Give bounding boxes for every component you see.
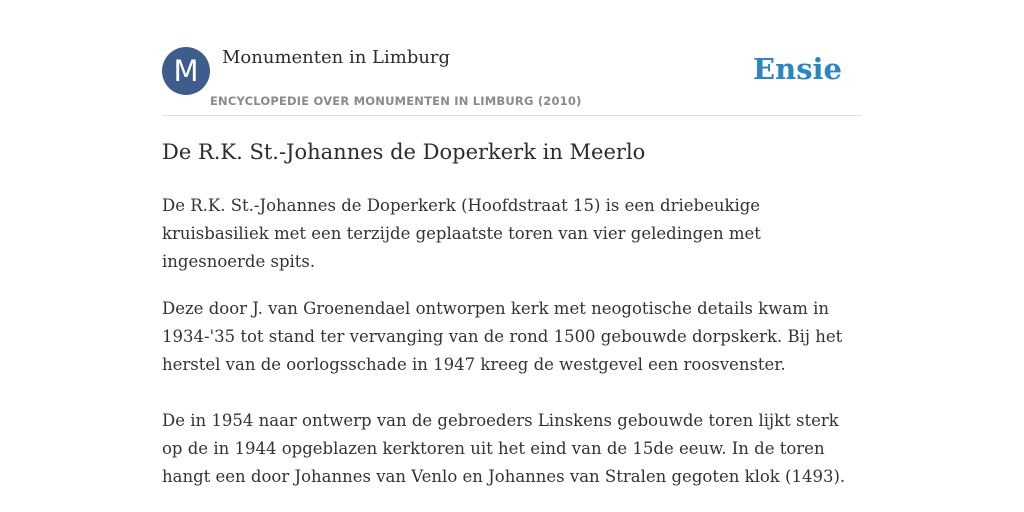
article-paragraph: Deze door J. van Groenendael ontworpen kerk met neogotische details kwam in 1934-'35 tot stand ter vervanging van de rond 1500 gebouwde dorpskerk. Bij het herstel van de oorlogsschade in 1947 kreeg de westgevel een roosvenster. [162, 299, 843, 374]
article-paragraph: De R.K. St.-Johannes de Doperkerk (Hoofdstraat 15) is een driebeukige kruisbasiliek met een terzijde geplaatste toren van vier geledingen met ingesnoerde spits. [162, 196, 761, 271]
ensie-logo-link[interactable]: Ensie [753, 52, 842, 86]
article-paragraph: De in 1954 naar ontwerp van de gebroeders Linskens gebouwde toren lijkt sterk op de in 1944 opgeblazen kerktoren uit het eind van de 15de eeuw. In de toren hangt een door Johannes van Venlo en Johannes van Stralen gegoten klok (1493). [162, 411, 846, 486]
source-avatar[interactable]: M [162, 47, 210, 95]
source-subtitle: ENCYCLOPEDIE OVER MONUMENTEN IN LIMBURG (2010) [210, 94, 582, 108]
source-title-link[interactable]: Monumenten in Limburg [222, 47, 451, 68]
page-title: De R.K. St.-Johannes de Doperkerk in Meerlo [162, 140, 646, 164]
source-header [162, 44, 862, 116]
